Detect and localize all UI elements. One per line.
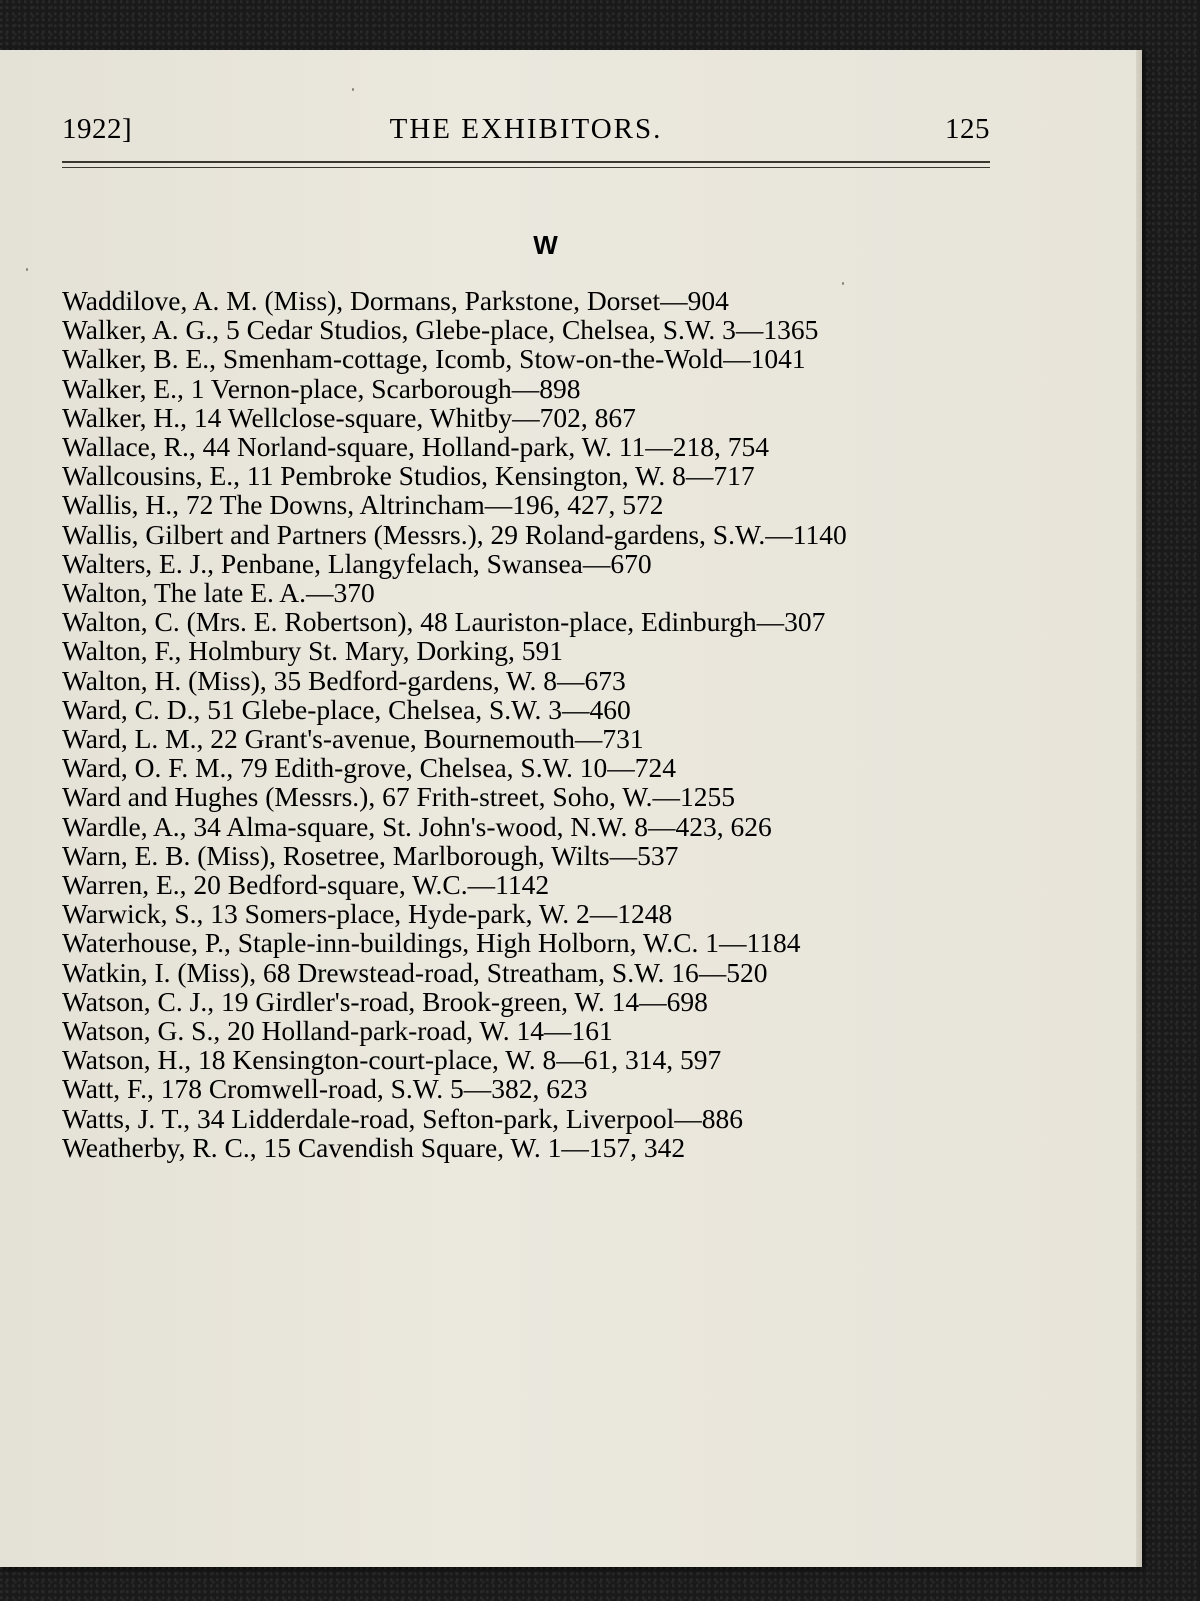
list-item: Watkin, I. (Miss), 68 Drewstead-road, Streatham, S.W. 16—520: [62, 956, 768, 988]
list-item: Waterhouse, P., Staple-inn-buildings, High Holborn, W.C. 1—1184: [62, 927, 801, 959]
list-item: Watt, F., 178 Cromwell-road, S.W. 5—382, 623: [62, 1073, 588, 1105]
exhibitor-list: [62, 286, 990, 1162]
page-edge: [1136, 50, 1142, 1567]
list-item: Wardle, A., 34 Alma-square, St. John's-wood, N.W. 8—423, 626: [62, 810, 772, 842]
list-item: Walton, C. (Mrs. E. Robertson), 48 Lauriston-place, Edinburgh—307: [62, 606, 826, 638]
list-item: Walker, A. G., 5 Cedar Studios, Glebe-place, Chelsea, S.W. 3—1365: [62, 314, 819, 346]
list-item: Wallis, H., 72 The Downs, Altrincham—196, 427, 572: [62, 489, 664, 521]
list-item: Watson, C. J., 19 Girdler's-road, Brook-green, W. 14—698: [62, 985, 708, 1017]
list-item: Watson, G. S., 20 Holland-park-road, W. 14—161: [62, 1015, 613, 1047]
paper-speck: [26, 268, 28, 271]
list-item: Ward, L. M., 22 Grant's-avenue, Bournemouth—731: [62, 723, 644, 755]
list-item: Watson, H., 18 Kensington-court-place, W. 8—61, 314, 597: [62, 1044, 722, 1076]
list-item: Walker, B. E., Smenham-cottage, Icomb, Stow-on-the-Wold—1041: [62, 343, 806, 375]
list-item: Walton, The late E. A.—370: [62, 577, 375, 609]
section-letter: W: [533, 230, 559, 260]
paper-speck: [842, 282, 844, 285]
list-item: Walker, H., 14 Wellclose-square, Whitby—702, 867: [62, 401, 636, 433]
header-rule-bottom: [62, 167, 990, 168]
paper-speck: [352, 88, 354, 91]
list-item: Ward and Hughes (Messrs.), 67 Frith-street, Soho, W.—1255: [62, 781, 735, 813]
running-head-year: 1922]: [62, 113, 133, 145]
list-item: Warn, E. B. (Miss), Rosetree, Marlborough, Wilts—537: [62, 839, 679, 871]
list-item: Walker, E., 1 Vernon-place, Scarborough—898: [62, 372, 581, 404]
list-item: Weatherby, R. C., 15 Cavendish Square, W. 1—157, 342: [62, 1131, 686, 1163]
list-item: Walters, E. J., Penbane, Llangyfelach, Swansea—670: [62, 547, 652, 579]
running-head: [62, 113, 990, 153]
header-rule-top: [62, 161, 990, 163]
list-item: Warren, E., 20 Bedford-square, W.C.—1142: [62, 869, 550, 901]
list-item: Watts, J. T., 34 Lidderdale-road, Sefton-park, Liverpool—886: [62, 1102, 744, 1134]
list-item: Wallis, Gilbert and Partners (Messrs.), 29 Roland-gardens, S.W.—1140: [62, 518, 847, 550]
list-item: Walton, F., Holmbury St. Mary, Dorking, 591: [62, 635, 564, 667]
list-item: Wallcousins, E., 11 Pembroke Studios, Kensington, W. 8—717: [62, 460, 755, 492]
list-item: Ward, O. F. M., 79 Edith-grove, Chelsea, S.W. 10—724: [62, 752, 677, 784]
page-number: 125: [945, 113, 990, 145]
list-item: Warwick, S., 13 Somers-place, Hyde-park, W. 2—1248: [62, 898, 673, 930]
running-head-title: THE EXHIBITORS.: [389, 113, 663, 145]
list-item: Walton, H. (Miss), 35 Bedford-gardens, W. 8—673: [62, 664, 626, 696]
list-item: Ward, C. D., 51 Glebe-place, Chelsea, S.W. 3—460: [62, 693, 631, 725]
list-item: Waddilove, A. M. (Miss), Dormans, Parkstone, Dorset—904: [62, 285, 729, 316]
list-item: Wallace, R., 44 Norland-square, Holland-park, W. 11—218, 754: [62, 431, 770, 463]
